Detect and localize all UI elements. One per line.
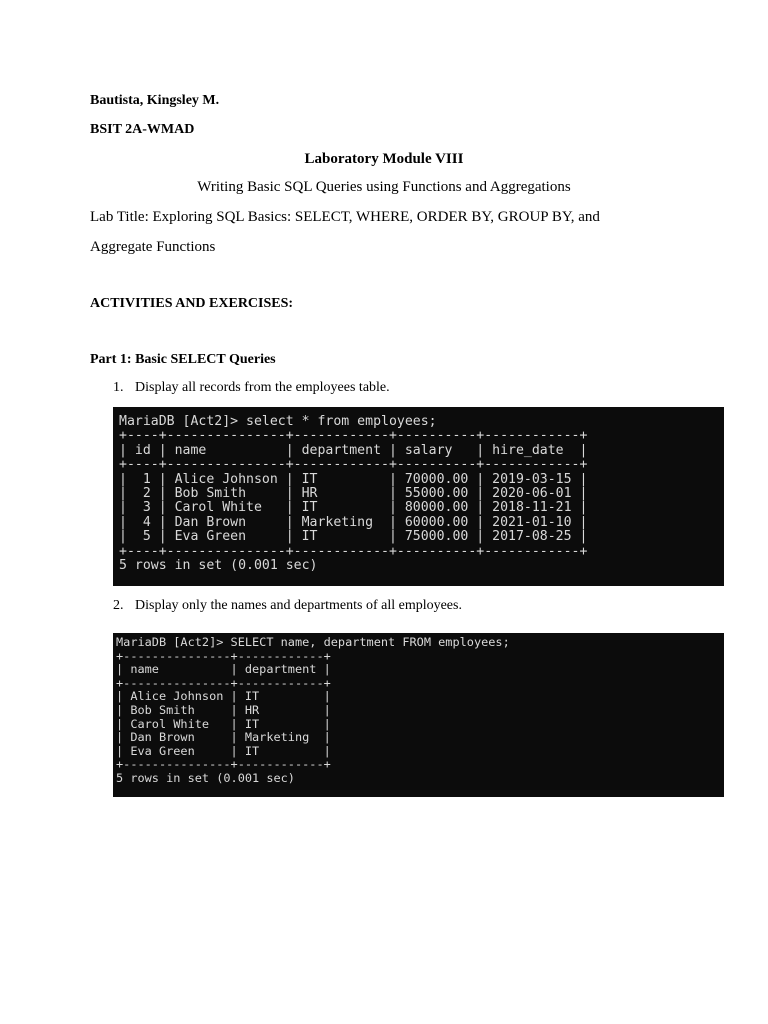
table-row: | Carol White | IT | bbox=[116, 716, 331, 731]
lab-title-line-1: Lab Title: Exploring SQL Basics: SELECT, WHERE, ORDER BY, GROUP BY, and bbox=[90, 209, 600, 225]
table-border: +---------------+------------+ bbox=[116, 757, 331, 772]
list-item-number: 1. bbox=[113, 380, 124, 395]
module-subtitle: Writing Basic SQL Queries using Functions and Aggregations bbox=[197, 179, 571, 195]
table-border: +----+---------------+------------+----------+------------+ bbox=[119, 457, 588, 473]
table-row: | 4 | Dan Brown | Marketing | 60000.00 | 2021-01-10 | bbox=[119, 514, 588, 530]
table-row: | 2 | Bob Smith | HR | 55000.00 | 2020-06-01 | bbox=[119, 486, 588, 502]
module-title: Laboratory Module VIII bbox=[304, 151, 464, 167]
terminal-prompt: MariaDB [Act2]> select * from employees; bbox=[119, 414, 437, 429]
table-row: | Eva Green | IT | bbox=[116, 743, 331, 758]
student-name: Bautista, Kingsley M. bbox=[90, 93, 220, 108]
table-border: +---------------+------------+ bbox=[116, 675, 331, 690]
table-border: +----+---------------+------------+----------+------------+ bbox=[119, 428, 588, 444]
table-header-row: | id | name | department | salary | hire_date | bbox=[119, 442, 588, 458]
section-label: BSIT 2A-WMAD bbox=[90, 122, 195, 137]
result-footer: 5 rows in set (0.001 sec) bbox=[116, 770, 295, 785]
table-border: +----+---------------+------------+----------+------------+ bbox=[119, 543, 588, 559]
list-item bbox=[113, 598, 462, 614]
lab-title-line-2: Aggregate Functions bbox=[90, 239, 216, 255]
terminal-screenshot-select-columns bbox=[113, 633, 724, 797]
table-border: +---------------+------------+ bbox=[116, 648, 331, 663]
list-item-text: Display all records from the employees table. bbox=[135, 380, 390, 395]
list-item bbox=[113, 380, 390, 396]
list-item-number: 2. bbox=[113, 598, 124, 613]
terminal-screenshot-select-all bbox=[113, 407, 724, 586]
table-row: | 3 | Carol White | IT | 80000.00 | 2018-11-21 | bbox=[119, 500, 588, 516]
table-row: | 5 | Eva Green | IT | 75000.00 | 2017-08-25 | bbox=[119, 529, 588, 545]
activities-heading: ACTIVITIES AND EXERCISES: bbox=[90, 296, 294, 311]
result-footer: 5 rows in set (0.001 sec) bbox=[119, 558, 318, 574]
table-row: | Alice Johnson | IT | bbox=[116, 689, 331, 704]
list-item-text: Display only the names and departments of all employees. bbox=[135, 598, 462, 613]
table-row: | 1 | Alice Johnson | IT | 70000.00 | 2019-03-15 | bbox=[119, 471, 588, 487]
table-header-row: | name | department | bbox=[116, 662, 331, 677]
terminal-prompt: MariaDB [Act2]> SELECT name, department FROM employees; bbox=[116, 635, 510, 649]
table-row: | Dan Brown | Marketing | bbox=[116, 730, 331, 745]
part1-heading: Part 1: Basic SELECT Queries bbox=[90, 352, 276, 367]
table-row: | Bob Smith | HR | bbox=[116, 702, 331, 717]
